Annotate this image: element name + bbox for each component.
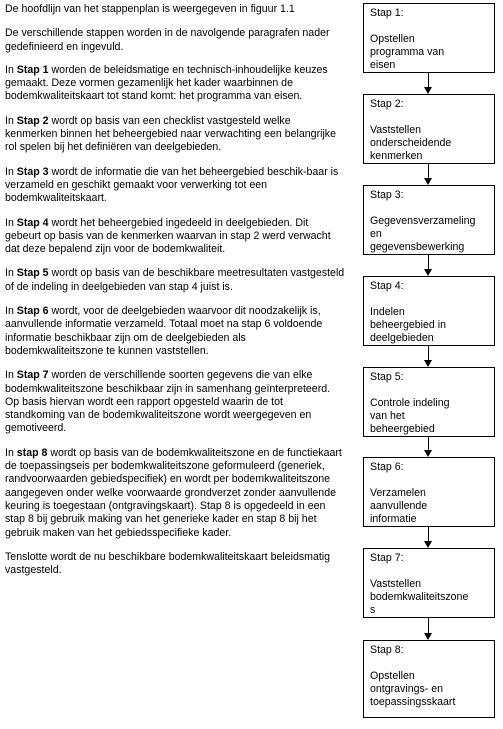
arrow-head-icon <box>424 87 432 94</box>
step-paragraph <box>5 305 345 358</box>
step-paragraph <box>5 166 345 206</box>
arrow-shaft <box>428 255 429 270</box>
paragraph-text: wordt de informatie die van het beheergebied beschik-baar is verzameld en geschikt gemaakt voor verwerking tot een bodemkwaliteitskaart. <box>5 165 339 205</box>
paragraph-text: worden de beleidsmatige en technisch-inhoudelijke keuzes gemaakt. Deze vormen gezamenlijk het kader waarbinnen de bodemkwaliteitskaart tot stand komt: het programma van eisen. <box>5 63 328 103</box>
flow-arrow <box>428 437 430 457</box>
paragraph-step-label: Stap 2 <box>16 114 49 127</box>
flow-arrow <box>428 527 430 548</box>
intro-paragraph: De verschillende stappen worden in de navolgende paragrafen nader gedefinieerd en ingevuld. <box>5 27 330 53</box>
step-paragraph <box>5 217 345 257</box>
arrow-shaft <box>428 527 429 542</box>
step-paragraph <box>5 369 345 435</box>
arrow-shaft <box>428 164 429 179</box>
step-paragraph <box>5 551 345 578</box>
paragraph-text: wordt op basis van de bodemkwaliteitszone en de functiekaart de toepassingseis per bodemkwaliteitszone geformuleerd (generiek, randvoorwaarden gebiedspecifiek) en wordt per bodemkwaliteitszone aangegeven onder welke voorwaarde grondverzet zonder aanvullende keuring is toegestaan (ontgravingskaart). Stap 8 is opgedeeld in een stap 8 bij gebruik making van het generieke kader en stap 8 bij het gebruik maken van het gebiedsspecifieke kader. <box>5 446 342 539</box>
flow-step-title: Stap 8: <box>370 644 404 656</box>
paragraph-prefix: In <box>5 267 17 280</box>
flow-step-description: Gegevensverzameling en gegevensbewerking <box>370 215 476 253</box>
flow-step-description: Indelen beheergebied in deelgebieden <box>370 306 446 344</box>
flow-arrow <box>428 255 430 276</box>
flow-step-title: Stap 1: <box>370 7 404 19</box>
paragraph-prefix: In <box>5 216 17 229</box>
paragraph-prefix: In <box>5 305 17 318</box>
flow-step-box <box>363 276 495 346</box>
paragraph-step-label: Stap 6 <box>16 305 49 318</box>
flow-step-description: Vaststellen bodemkwaliteitszone s <box>370 578 469 616</box>
paragraph-text: wordt, voor de deelgebieden waarvoor dit noodzakelijk is, aanvullende informatie verzameld. Totaal moet na stap 6 voldoende informatie beschikbaar zijn om de deelgebieden als bodemkwaliteitszone te kunnen vaststellen. <box>5 305 323 357</box>
arrow-shaft <box>428 346 429 361</box>
paragraph-prefix: In <box>5 114 17 127</box>
flow-arrow <box>428 73 430 94</box>
body-text-column <box>5 3 345 588</box>
flow-arrow <box>428 618 430 640</box>
paragraph-step-label: Stap 4 <box>16 216 49 229</box>
flow-step-description: Opstellen programma van eisen <box>370 33 445 71</box>
flow-step-title: Stap 2: <box>370 98 404 110</box>
flow-step-description: Vaststellen onderscheidende kenmerken <box>370 124 452 162</box>
flow-step-title: Stap 3: <box>370 189 404 201</box>
paragraph-step-label: Stap 1 <box>16 63 49 76</box>
flow-step-description: Verzamelen aanvullende informatie <box>370 487 428 525</box>
flow-arrow <box>428 346 430 367</box>
paragraph-prefix: In <box>5 446 17 459</box>
flow-step-box <box>363 640 495 718</box>
flow-step-box <box>363 94 495 164</box>
step-paragraphs <box>5 64 345 578</box>
flow-step-title: Stap 4: <box>370 280 404 292</box>
paragraph-step-label: stap 8 <box>16 446 48 459</box>
flowchart <box>363 0 499 729</box>
paragraph-text: wordt op basis van een checklist vastgesteld welke kenmerken binnen het beheergebied naar verwachting een belangrijke rol spelen bij het definiëren van deelgebieden. <box>5 114 336 154</box>
arrow-head-icon <box>424 541 432 548</box>
paragraph-text: wordt op basis van de beschikbare meetresultaten vastgesteld of de indeling in deelgebieden van stap 4 juist is. <box>5 267 345 293</box>
flow-step-box <box>363 185 495 255</box>
arrow-head-icon <box>424 450 432 457</box>
paragraph-step-label: Stap 5 <box>16 267 49 280</box>
flow-step-box <box>363 457 495 527</box>
arrow-shaft <box>428 73 429 88</box>
flow-step-box <box>363 3 495 73</box>
step-paragraph <box>5 447 345 540</box>
paragraph-prefix: In <box>5 63 17 76</box>
paragraph-prefix: In <box>5 369 17 382</box>
paragraph-text: Tenslotte wordt de nu beschikbare bodemkwaliteitskaart beleidsmatig vastgesteld. <box>5 550 331 577</box>
paragraph-prefix: In <box>5 165 17 178</box>
flow-step-box <box>363 548 495 618</box>
arrow-head-icon <box>424 360 432 367</box>
paragraph-text: wordt het beheergebied ingedeeld in deelgebieden. Dit gebeurt op basis van de kenmerken waarvan in stap 2 werd verwacht dat deze bepalend zijn voor de bodemkwaliteit. <box>5 216 331 256</box>
paragraph-step-label: Stap 7 <box>16 369 49 382</box>
arrow-head-icon <box>424 269 432 276</box>
flow-step-description: Controle indeling van het beheergebied <box>370 397 450 435</box>
flow-step-title: Stap 7: <box>370 552 404 564</box>
step-paragraph <box>5 64 345 104</box>
intro-line: De hoofdlijn van het stappenplan is weergegeven in figuur 1.1 <box>5 3 295 15</box>
arrow-head-icon <box>424 178 432 185</box>
arrow-shaft <box>428 618 429 634</box>
flow-step-title: Stap 5: <box>370 371 404 383</box>
paragraph-step-label: Stap 3 <box>16 165 49 178</box>
arrow-shaft <box>428 437 429 451</box>
flow-step-description: Opstellen ontgravings- en toepassingsskaart <box>370 670 456 708</box>
paragraph-text: worden de verschillende soorten gegevens die van elke bodemkwaliteitszone beschikbaar zijn in samenhang geïnterpreteerd. Op basis hiervan wordt een rapport opgesteld waarin de tot standkoming van de bodemkwaliteitszone wordt weergegeven en gemotiveerd. <box>5 369 331 435</box>
flow-arrow <box>428 164 430 185</box>
arrow-head-icon <box>424 633 432 640</box>
step-paragraph <box>5 267 345 294</box>
flow-step-box <box>363 367 495 437</box>
flow-step-title: Stap 6: <box>370 461 404 473</box>
step-paragraph <box>5 115 345 155</box>
